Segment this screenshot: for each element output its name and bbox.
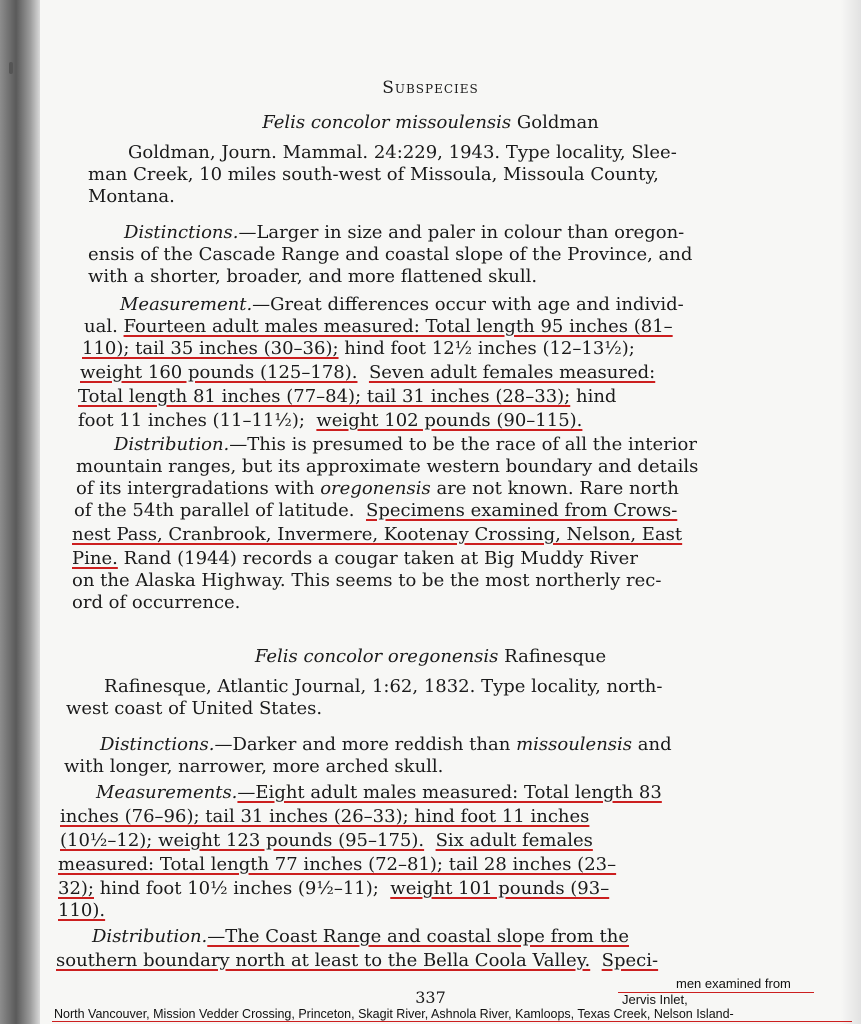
page-number: 337 [415,988,446,1007]
highlighted-text: —Eight adult males measured: Total length 83 [237,782,662,803]
distinctions-line: ensis of the Cascade Range and coastal slope of the Province, and [88,244,693,265]
measurement-line: ual. Fourteen adult males measured: Total length 95 inches (81– [84,316,673,337]
scan-speck [9,62,13,74]
distribution-label: Distribution. [114,434,230,455]
citation-line: Goldman, Journ. Mammal. 24:229, 1943. Type locality, Slee- [128,142,677,163]
highlighted-text: Pine. [72,548,118,569]
measurements-line [58,854,616,876]
distinctions-line: Distinctions.—Larger in size and paler in colour than oregon- [124,222,685,243]
distribution-line [92,926,629,948]
measurements-line [58,900,105,922]
measurement-line: 110); tail 35 inches (30–36); hind foot 12½ inches (12–13½); [82,338,635,359]
measurements-line [60,830,593,852]
species-author: Rafinesque [504,646,607,667]
distribution-line [72,524,682,546]
book-spine-shadow [0,0,40,1024]
species-name: Felis concolor oregonensis [254,646,499,667]
highlighted-text: Speci- [601,950,659,971]
distinctions-line: with a shorter, broader, and more flattened skull. [88,266,538,287]
distribution-label: Distribution. [92,926,208,947]
species-author: Goldman [516,112,599,133]
distinctions-label: Distinctions. [100,734,215,755]
highlighted-text: (10½–12); weight 123 pounds (95–175). [60,830,425,851]
distribution-line: Distribution.—This is presumed to be the race of all the interior [114,434,697,455]
distribution-line: of its intergradations with oregonensis are not known. Rare north [76,478,679,499]
annotation-text: men examined from [676,976,791,991]
distribution-line: of the 54th parallel of latitude. Specimens examined from Crows- [74,500,678,521]
distribution-line: on the Alaska Highway. This seems to be the most northerly rec- [72,570,662,591]
highlighted-text: inches (76–96); tail 31 inches (26–33); hind foot 11 inches [60,806,590,827]
citation-line: man Creek, 10 miles south-west of Missoula, Missoula County, [88,164,659,185]
highlighted-text: Six adult females [435,830,593,851]
species-heading-oregonensis [0,646,861,667]
highlighted-text: weight 102 pounds (90–115). [316,410,583,431]
highlighted-text: —The Coast Range and coastal slope from the [207,926,629,947]
distinctions-line: with longer, narrower, more arched skull. [64,756,444,777]
highlighted-text: 110); tail 35 inches (30–36); [82,338,339,359]
highlighted-text: measured: Total length 77 inches (72–81); tail 28 inches (23– [58,854,617,875]
highlighted-text: Total length 81 inches (77–84); tail 31 inches (28–33); [78,386,571,407]
distribution-line: Pine. Rand (1944) records a cougar taken at Big Muddy River [72,548,638,569]
distribution-line [56,950,658,972]
measurements-label: Measurements. [96,782,238,803]
highlighted-text: weight 101 pounds (93– [390,878,610,899]
distribution-line: mountain ranges, but its approximate western boundary and details [76,456,699,477]
highlighted-text: Fourteen adult males measured: Total length 95 inches (81– [123,316,673,337]
distribution-line: ord of occurrence. [72,592,241,613]
distinctions-line: Distinctions.—Darker and more reddish than missoulensis and [100,734,672,755]
measurement-line: Total length 81 inches (77–84); tail 31 inches (28–33); hind [78,386,617,407]
species-name: Felis concolor missoulensis [262,112,512,133]
citation-line: Rafinesque, Atlantic Journal, 1:62, 1832. Type locality, north- [104,676,663,697]
measurements-line [60,806,589,828]
measurement-label: Measurement. [120,294,253,315]
highlighted-text: nest Pass, Cranbrook, Invermere, Kootenay Crossing, Nelson, East [72,524,683,545]
distinctions-label: Distinctions. [124,222,239,243]
highlighted-text: 110). [58,900,106,921]
citation-line: Montana. [88,186,175,207]
highlighted-text: 32); [58,878,94,899]
highlighted-text: Seven adult females measured: [368,362,656,383]
measurements-line: 32); hind foot 10½ inches (9½–11); weight 101 pounds (93– [58,878,610,899]
measurement-line: Measurement.—Great differences occur with age and individ- [120,294,684,315]
section-heading: Subspecies [382,78,479,98]
citation-line: west coast of United States. [66,698,323,719]
annotation-text: North Vancouver, Mission Vedder Crossing, Princeton, Skagit River, Ashnola River, Kamloops, Texas Creek, Nelson Island- [54,1007,734,1021]
highlighted-text: southern boundary north at least to the Bella Coola Valley. [56,950,591,971]
measurements-line [96,782,662,804]
annotation-text: Jervis Inlet, [622,992,688,1007]
annotation-underline [52,1021,852,1022]
page-edge-shadow [841,0,861,1024]
highlighted-text: Specimens examined from Crows- [365,500,678,521]
species-heading-missoulensis [0,112,861,133]
highlighted-text: weight 160 pounds (125–178). [80,362,358,383]
measurement-line: foot 11 inches (11–11½); weight 102 pounds (90–115). [78,410,583,431]
measurement-line [80,362,655,384]
